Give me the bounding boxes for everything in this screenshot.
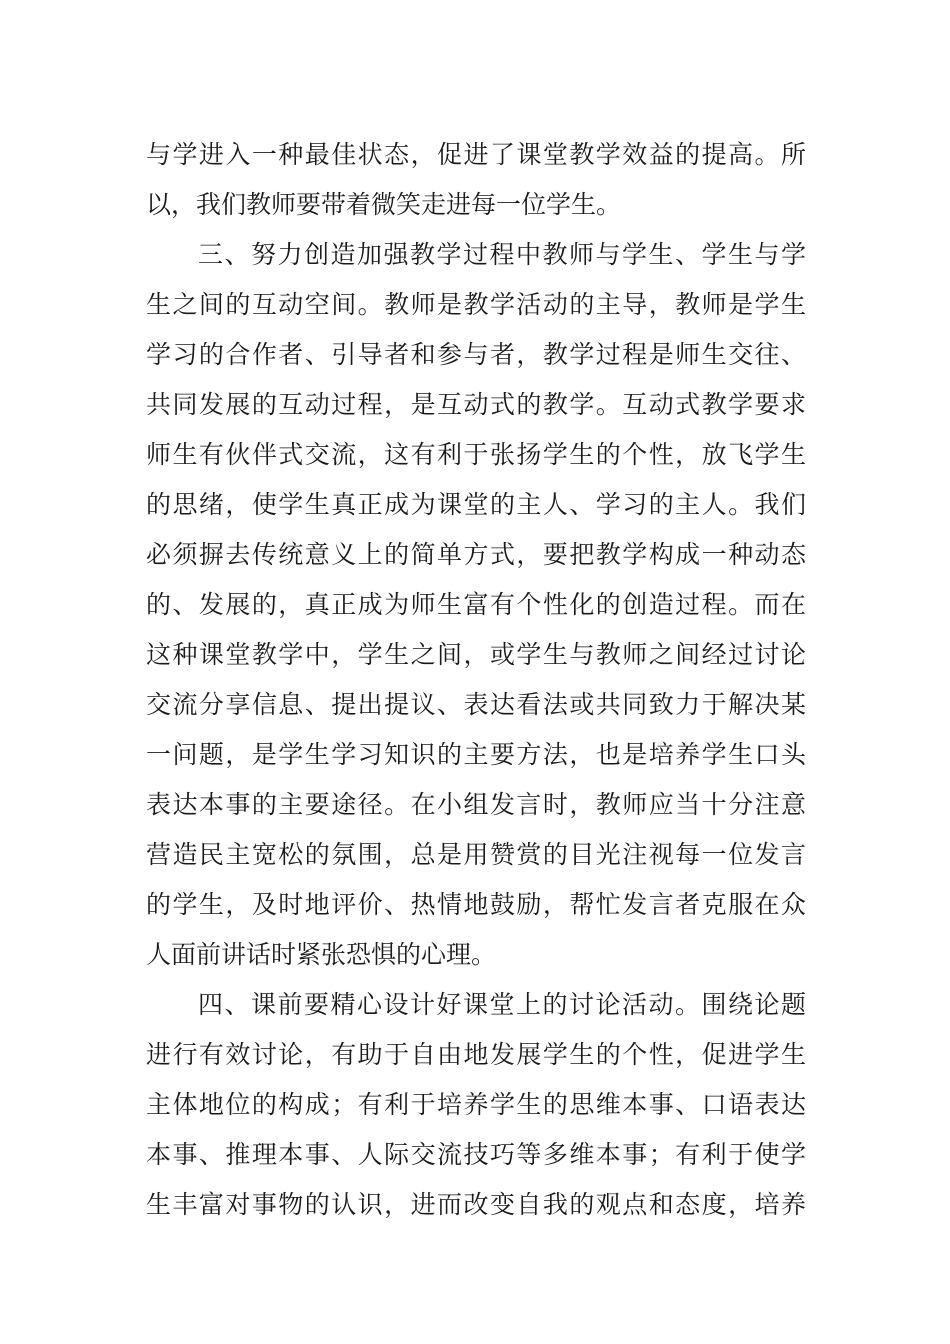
text-line: 交流分享信息、提出提议、表达看法或共同致力于解决某 (146, 690, 806, 719)
text-line: 人面前讲话时紧张恐惧的心理。 (146, 940, 497, 969)
text-line: 师生有伙伴式交流，这有利于张扬学生的个性，放飞学生 (146, 440, 806, 469)
text-line: 主体地位的构成；有利于培养学生的思维本事、口语表达 (146, 1090, 806, 1119)
text-line: 的、发展的，真正成为师生富有个性化的创造过程。而在 (146, 590, 806, 619)
text-line: 本事、推理本事、人际交流技巧等多维本事；有利于使学 (146, 1140, 806, 1169)
text-line: 生之间的互动空间。教师是教学活动的主导，教师是学生 (146, 290, 806, 319)
text-line: 以，我们教师要带着微笑走进每一位学生。 (146, 190, 622, 219)
text-line: 表达本事的主要途径。在小组发言时，教师应当十分注意 (146, 790, 806, 819)
text-line: 学习的合作者、引导者和参与者，教学过程是师生交往、 (146, 340, 806, 369)
text-line: 进行有效讨论，有助于自由地发展学生的个性，促进学生 (146, 1040, 806, 1069)
paragraph-heading-line: 三、努力创造加强教学过程中教师与学生、学生与学 (198, 240, 806, 269)
text-line: 一问题，是学生学习知识的主要方法，也是培养学生口头 (146, 740, 806, 769)
text-line: 的学生，及时地评价、热情地鼓励，帮忙发言者克服在众 (146, 890, 806, 919)
text-line: 生丰富对事物的认识，进而改变自我的观点和态度，培养 (146, 1190, 806, 1219)
text-line: 共同发展的互动过程，是互动式的教学。互动式教学要求 (146, 390, 806, 419)
text-line: 营造民主宽松的氛围，总是用赞赏的目光注视每一位发言 (146, 840, 806, 869)
paragraph-heading-line: 四、课前要精心设计好课堂上的讨论活动。围绕论题 (198, 990, 806, 1019)
text-line: 与学进入一种最佳状态，促进了课堂教学效益的提高。所 (146, 140, 806, 169)
text-line: 的思绪，使学生真正成为课堂的主人、学习的主人。我们 (146, 490, 806, 519)
text-line: 这种课堂教学中，学生之间，或学生与教师之间经过讨论 (146, 640, 806, 669)
text-line: 必须摒去传统意义上的简单方式，要把教学构成一种动态 (146, 540, 806, 569)
